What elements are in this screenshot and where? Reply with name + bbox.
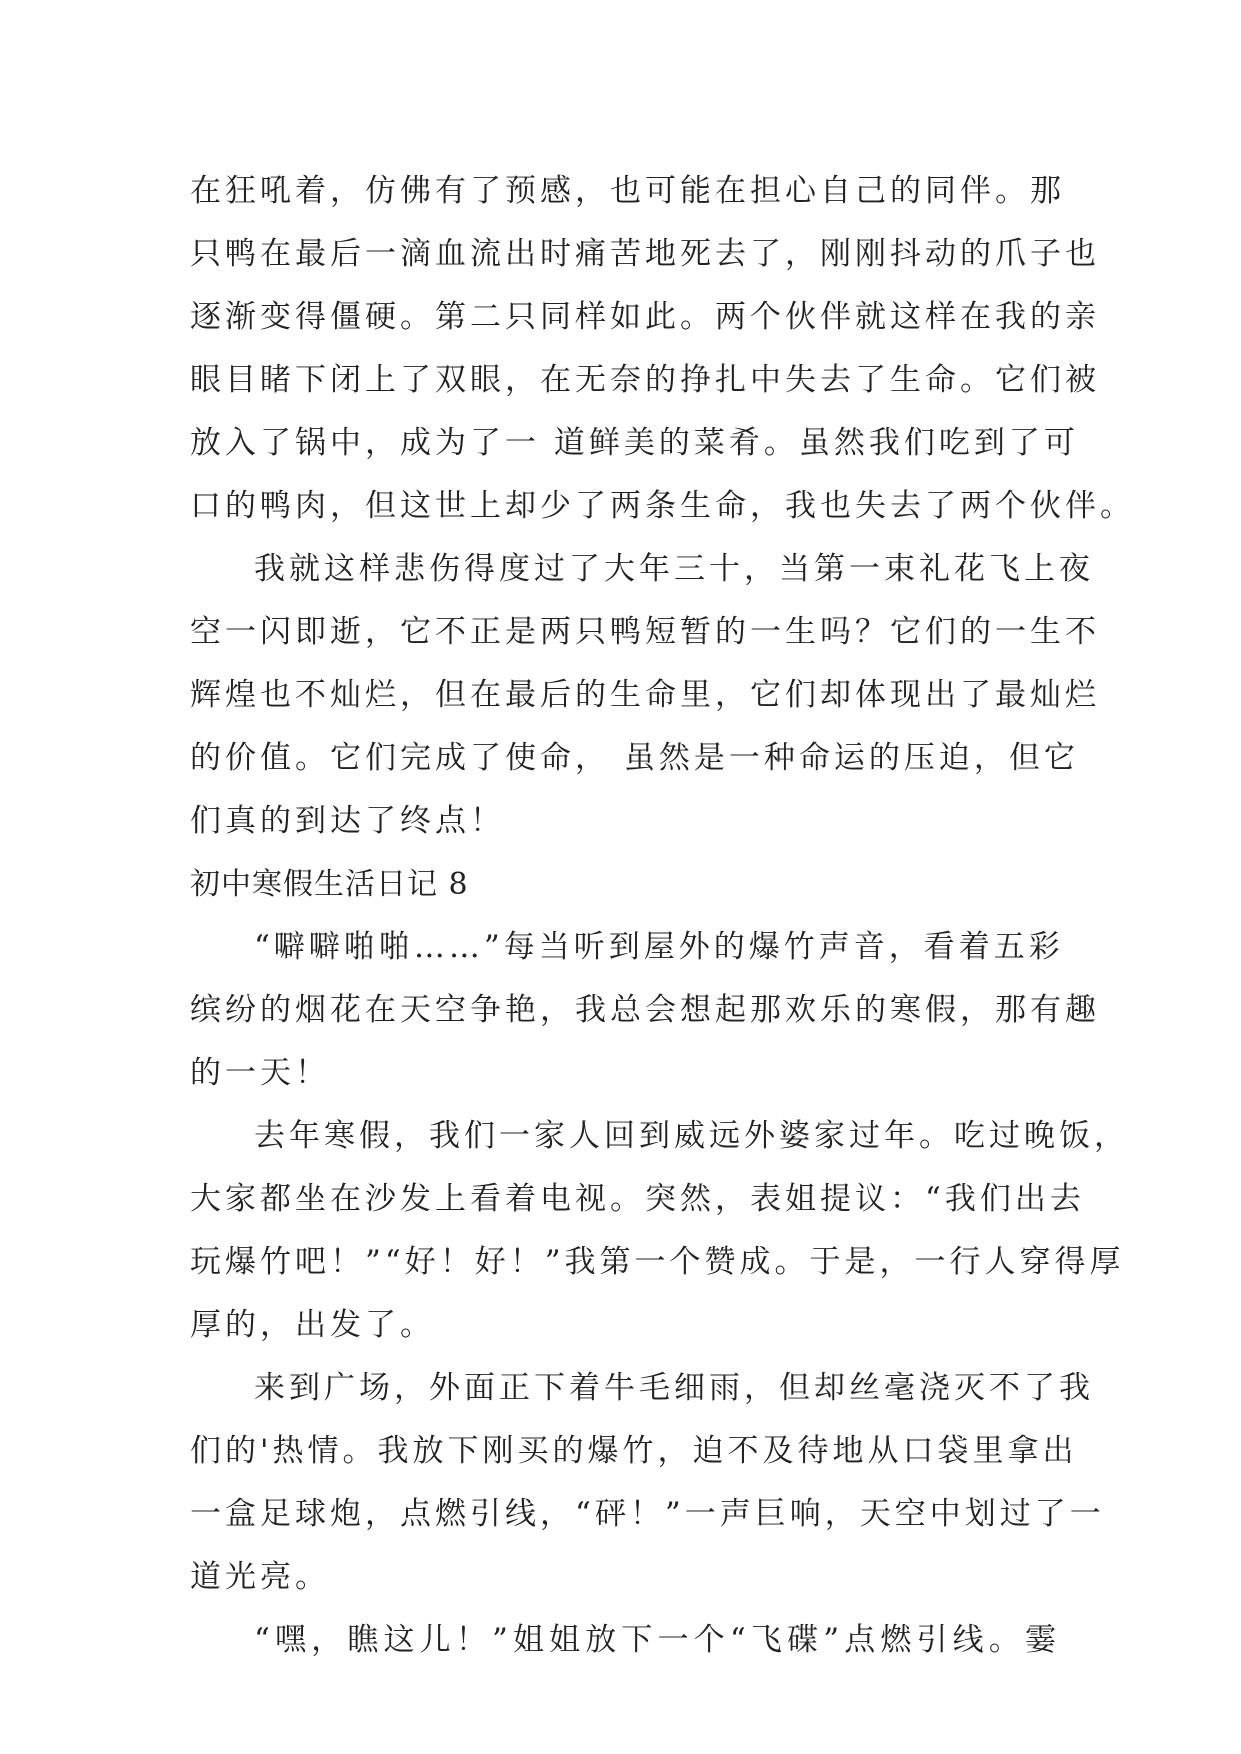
- text-line: 们真的到达了终点！: [190, 803, 505, 839]
- text-line: 空一闪即逝，它不正是两只鸭短暂的一生吗？它们的一生不: [190, 614, 1100, 650]
- text-line: 来到广场，外面正下着牛毛细雨，但却丝毫浇灭不了我: [254, 1370, 1094, 1406]
- text-line: 逐渐变得僵硬。第二只同样如此。两个伙伴就这样在我的亲: [190, 299, 1100, 335]
- text-line: 们的'热情。我放下刚买的爆竹，迫不及待地从口袋里拿出: [190, 1433, 1078, 1469]
- text-line: 玩爆竹吧！”“好！好！”我第一个赞成。于是，一行人穿得厚: [190, 1244, 1125, 1280]
- section-heading: 初中寒假生活日记 8: [190, 867, 469, 902]
- text-line: 我就这样悲伤得度过了大年三十，当第一束礼花飞上夜: [254, 551, 1094, 587]
- text-line: 放入了锅中，成为了一 道鲜美的菜肴。虽然我们吃到了可: [190, 425, 1079, 461]
- text-line: 厚的，出发了。: [190, 1307, 435, 1343]
- document-page: [190, 160, 1135, 1672]
- text-line: 在狂吼着，仿佛有了预感，也可能在担心自己的同伴。那: [190, 173, 1065, 209]
- text-line: 去年寒假，我们一家人回到威远外婆家过年。吃过晚饭，: [254, 1118, 1129, 1154]
- text-line: 的一天！: [190, 1055, 330, 1091]
- text-line: 辉煌也不灿烂，但在最后的生命里，它们却体现出了最灿烂: [190, 677, 1100, 713]
- text-line: 一盒足球炮，点燃引线，“砰！”一声巨响，天空中划过了一: [190, 1496, 1105, 1532]
- text-line: “噼噼啪啪……”每当听到屋外的爆竹声音，看着五彩: [254, 929, 1064, 965]
- text-line: 大家都坐在沙发上看着电视。突然，表姐提议：“我们出去: [190, 1181, 1085, 1217]
- text-line: 道光亮。: [190, 1559, 330, 1595]
- text-line: 的价值。它们完成了使命， 虽然是一种命运的压迫，但它: [190, 740, 1079, 776]
- text-line: “嘿，瞧这儿！”姐姐放下一个“飞碟”点燃引线。霎: [254, 1622, 1060, 1658]
- text-line: 只鸭在最后一滴血流出时痛苦地死去了，刚刚抖动的爪子也: [190, 236, 1100, 272]
- text-line: 眼目睹下闭上了双眼，在无奈的挣扎中失去了生命。它们被: [190, 362, 1100, 398]
- text-line: 口的鸭肉，但这世上却少了两条生命，我也失去了两个伙伴。: [190, 488, 1135, 524]
- text-line: 缤纷的烟花在天空争艳，我总会想起那欢乐的寒假，那有趣: [190, 992, 1100, 1028]
